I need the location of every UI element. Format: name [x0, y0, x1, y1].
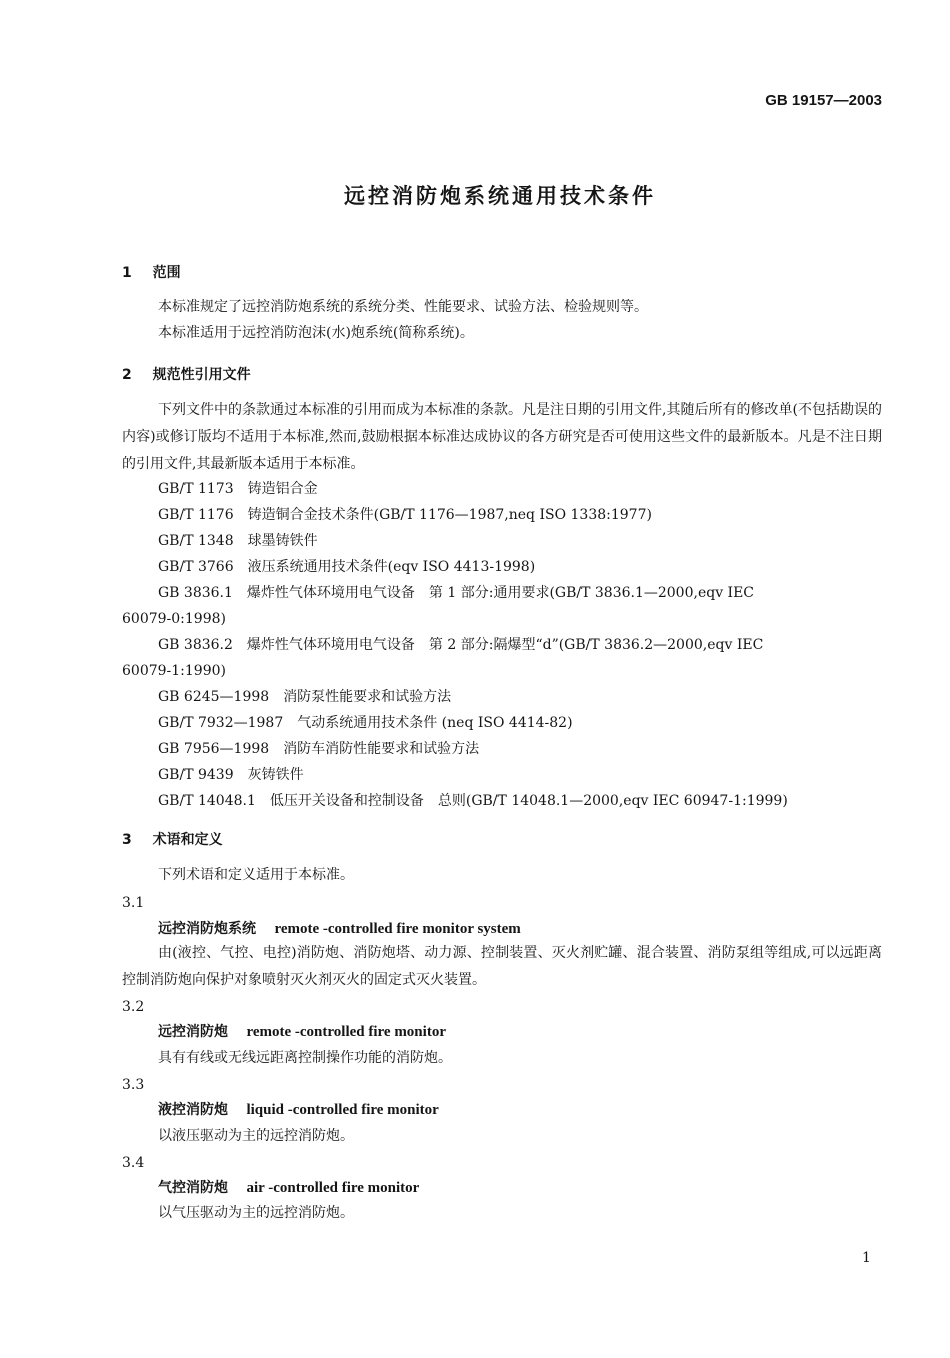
reference-item [158, 710, 573, 736]
reference-title: 液压系统通用技术条件(eqv ISO 4413-1998) [247, 559, 536, 575]
term-heading [158, 1019, 446, 1045]
reference-item [158, 554, 535, 580]
term-cn: 远控消防炮 [158, 1024, 228, 1040]
references-intro-paragraph: 下列文件中的条款通过本标准的引用而成为本标准的条款。凡是注日期的引用文件,其随后所有的修改单(不包括勘误的内容)或修订版均不适用于本标准,然而,鼓励根据本标准达成协议的各方研究是否可使用这些文件的最新版本。凡是不注日期的引用文件,其最新版本适用于本标准。 [122, 402, 882, 472]
reference-title: 消防泵性能要求和试验方法 [283, 689, 452, 705]
term-heading [158, 1097, 439, 1123]
reference-code: GB/T 14048.1 [158, 793, 256, 809]
term-definition: 具有有线或无线远距离控制操作功能的消防炮。 [158, 1050, 452, 1066]
reference-title: 低压开关设备和控制设备 总则(GB/T 14048.1—2000,eqv IEC 60947-1:1999) [269, 793, 788, 809]
reference-item [158, 762, 304, 788]
section-number: 3 [122, 832, 132, 848]
reference-title: 消防车消防性能要求和试验方法 [283, 741, 480, 757]
term-number: 3.2 [122, 999, 145, 1015]
scope-paragraph-2: 本标准适用于远控消防泡沫(水)炮系统(简称系统)。 [158, 325, 474, 341]
term-heading [158, 1175, 419, 1201]
section-1-heading [122, 262, 181, 282]
term-cn: 液控消防炮 [158, 1102, 228, 1118]
section-2-heading [122, 364, 251, 384]
reference-item [158, 476, 318, 502]
reference-item [158, 528, 318, 554]
term-number: 3.1 [122, 895, 145, 911]
reference-title: 球墨铸铁件 [247, 533, 318, 549]
reference-code: GB 3836.1 [158, 585, 233, 601]
reference-code: GB 3836.2 [158, 637, 233, 653]
reference-item [158, 502, 652, 528]
term-heading [158, 916, 521, 942]
reference-item [158, 736, 479, 762]
reference-code: GB 7956—1998 [158, 741, 270, 757]
term-cn: 远控消防炮系统 [158, 921, 256, 937]
standard-code: GB 19157—2003 [765, 92, 882, 109]
reference-title: 灰铸铁件 [247, 767, 304, 783]
term-number: 3.4 [122, 1155, 145, 1171]
section-3-heading [122, 829, 223, 849]
reference-code: GB/T 1348 [158, 533, 234, 549]
section-number: 2 [122, 367, 132, 383]
terms-intro: 下列术语和定义适用于本标准。 [158, 867, 354, 883]
reference-item [158, 788, 788, 814]
term-en: remote -controlled fire monitor system [274, 921, 521, 937]
term-number: 3.3 [122, 1077, 145, 1093]
reference-item [158, 580, 754, 606]
reference-code: GB/T 1176 [158, 507, 234, 523]
reference-code: GB/T 3766 [158, 559, 234, 575]
reference-continuation: 60079-1:1990) [122, 663, 226, 679]
reference-title: 爆炸性气体环境用电气设备 第 2 部分:隔爆型“d”(GB/T 3836.2—2000,eqv IEC [246, 637, 764, 653]
reference-item [158, 632, 763, 658]
reference-continuation: 60079-0:1998) [122, 611, 226, 627]
reference-item [158, 684, 451, 710]
page-number: 1 [862, 1250, 871, 1266]
term-en: liquid -controlled fire monitor [246, 1102, 439, 1118]
term-cn: 气控消防炮 [158, 1180, 228, 1196]
reference-code: GB/T 1173 [158, 481, 234, 497]
reference-code: GB/T 9439 [158, 767, 234, 783]
reference-code: GB/T 7932—1987 [158, 715, 284, 731]
term-definition: 以液压驱动为主的远控消防炮。 [158, 1128, 354, 1144]
term-definition: 由(液控、气控、电控)消防炮、消防炮塔、动力源、控制装置、灭火剂贮罐、混合装置、消防泵组等组成,可以远距离控制消防炮向保护对象喷射灭火剂灭火的固定式灭火装置。 [122, 945, 882, 988]
term-en: air -controlled fire monitor [246, 1180, 420, 1196]
term-en: remote -controlled fire monitor [246, 1024, 446, 1040]
section-title: 规范性引用文件 [152, 367, 251, 383]
reference-title: 铸造铝合金 [247, 481, 318, 497]
reference-code: GB 6245—1998 [158, 689, 270, 705]
reference-title: 铸造铜合金技术条件(GB/T 1176—1987,neq ISO 1338:1977) [247, 507, 652, 523]
scope-paragraph-1: 本标准规定了远控消防炮系统的系统分类、性能要求、试验方法、检验规则等。 [158, 299, 648, 315]
section-number: 1 [122, 265, 132, 281]
reference-title: 气动系统通用技术条件 (neq ISO 4414-82) [297, 715, 573, 731]
document-title: 远控消防炮系统通用技术条件 [344, 184, 656, 208]
section-title: 范围 [152, 265, 181, 281]
section-title: 术语和定义 [152, 832, 223, 848]
term-definition: 以气压驱动为主的远控消防炮。 [158, 1205, 354, 1221]
reference-title: 爆炸性气体环境用电气设备 第 1 部分:通用要求(GB/T 3836.1—2000,eqv IEC [246, 585, 755, 601]
